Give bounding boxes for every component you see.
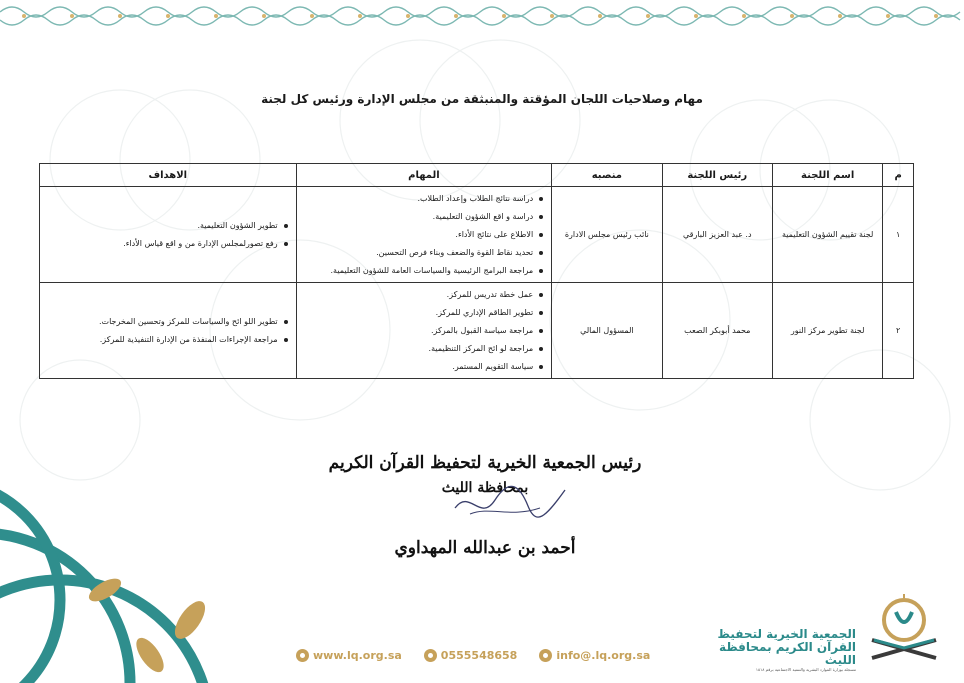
tasks-list: [301, 190, 548, 280]
task-item: دراسة و اقع الشؤون التعليمية.: [301, 208, 534, 226]
goal-item: مراجعة الإجراءات المنفذة من الإدارة التنفيذية للمركز.: [44, 331, 278, 349]
goals-list: [44, 313, 292, 349]
table-row: [40, 187, 914, 283]
goals-list: [44, 217, 292, 253]
row-no: ١: [883, 187, 914, 283]
goals-cell: [40, 187, 297, 283]
document-title: مهام وصلاحيات اللجان المؤقتة والمنبثقة من مجلس الإدارة ورئيس كل لجنة: [261, 92, 703, 106]
task-item: مراجعة سياسة القبول بالمركز.: [301, 322, 534, 340]
organization-logo: [714, 588, 944, 672]
header-chair: رئيس اللجنة: [662, 164, 772, 187]
task-item: عمل خطة تدريس للمركز.: [301, 286, 534, 304]
email-text: info@.lq.org.sa: [556, 648, 651, 662]
task-item: سياسة التقويم المستمر.: [301, 358, 534, 376]
task-item: دراسة نتائج الطلاب وإعداد الطلاب.: [301, 190, 534, 208]
signatory-title-line1: رئيس الجمعية الخيرية لتحفيظ القرآن الكريم: [328, 453, 642, 473]
committees-table: [39, 163, 914, 379]
committee-chair: محمد أبوبكر الصعب: [662, 283, 772, 379]
header-committee-name: اسم اللجنة: [772, 164, 882, 187]
phone-contact[interactable]: [424, 649, 518, 662]
logo-name-line1: الجمعية الخيرية لتحفيظ: [717, 627, 856, 641]
header-position: منصبه: [552, 164, 662, 187]
decorative-corner-arcs: [0, 470, 240, 683]
goal-item: تطوير اللو ائح والسياسات للمركز وتحسين المخرجات.: [44, 313, 278, 331]
task-item: تطوير الطاقم الإداري للمركز.: [301, 304, 534, 322]
header-tasks: المهام: [296, 164, 552, 187]
tasks-cell: [296, 283, 552, 379]
phone-text: 0555548658: [440, 648, 518, 662]
email-contact[interactable]: [539, 649, 650, 662]
logo-registration: مسجلة بوزارة الموارد البشرية والتنمية الاجتماعية برقم ١٥١٨: [755, 667, 856, 672]
website-contact[interactable]: [296, 649, 402, 662]
task-item: مراجعة لو ائح المركز التنظيمية.: [301, 340, 534, 358]
chair-position: نائب رئيس مجلس الادارة: [552, 187, 662, 283]
quran-stand-emblem-icon: [864, 588, 944, 663]
contact-bar: [296, 646, 650, 664]
header-goals: الاهداف: [40, 164, 297, 187]
logo-name-line2: القرآن الكريم بمحافظة الليث: [719, 640, 856, 667]
website-text: www.lq.org.sa: [313, 648, 402, 662]
signatory-title-line2: بمحافظة الليث: [441, 480, 529, 496]
row-no: ٢: [883, 283, 914, 379]
phone-icon: [424, 649, 437, 662]
committee-name: لجنة تقييم الشؤون التعليمية: [772, 187, 882, 283]
committee-name: لجنة تطوير مركز النور: [772, 283, 882, 379]
task-item: الاطلاع على نتائج الأداء.: [301, 226, 534, 244]
tasks-cell: [296, 187, 552, 283]
table-row: [40, 283, 914, 379]
goal-item: رفع تصورلمجلس الإدارة من و اقع قياس الأداء.: [44, 235, 278, 253]
goal-item: تطوير الشؤون التعليمية.: [44, 217, 278, 235]
committee-chair: د. عبد العزيز البارقي: [662, 187, 772, 283]
task-item: تحديد نقاط القوة والضعف وبناء فرص التحسين.: [301, 244, 534, 262]
task-item: مراجعة البرامج الرئيسية والسياسات العامة للشؤون التعليمية.: [301, 262, 534, 280]
header-no: م: [883, 164, 914, 187]
decorative-top-border: [0, 0, 964, 40]
globe-icon: [296, 649, 309, 662]
email-icon: [539, 649, 552, 662]
table-header-row: [40, 164, 914, 187]
tasks-list: [301, 286, 548, 376]
signatory-name: أحمد بن عبدالله المهداوي: [394, 538, 576, 558]
chair-position: المسؤول المالي: [552, 283, 662, 379]
goals-cell: [40, 283, 297, 379]
handwritten-signature: [450, 478, 570, 528]
logo-text: [706, 628, 856, 673]
